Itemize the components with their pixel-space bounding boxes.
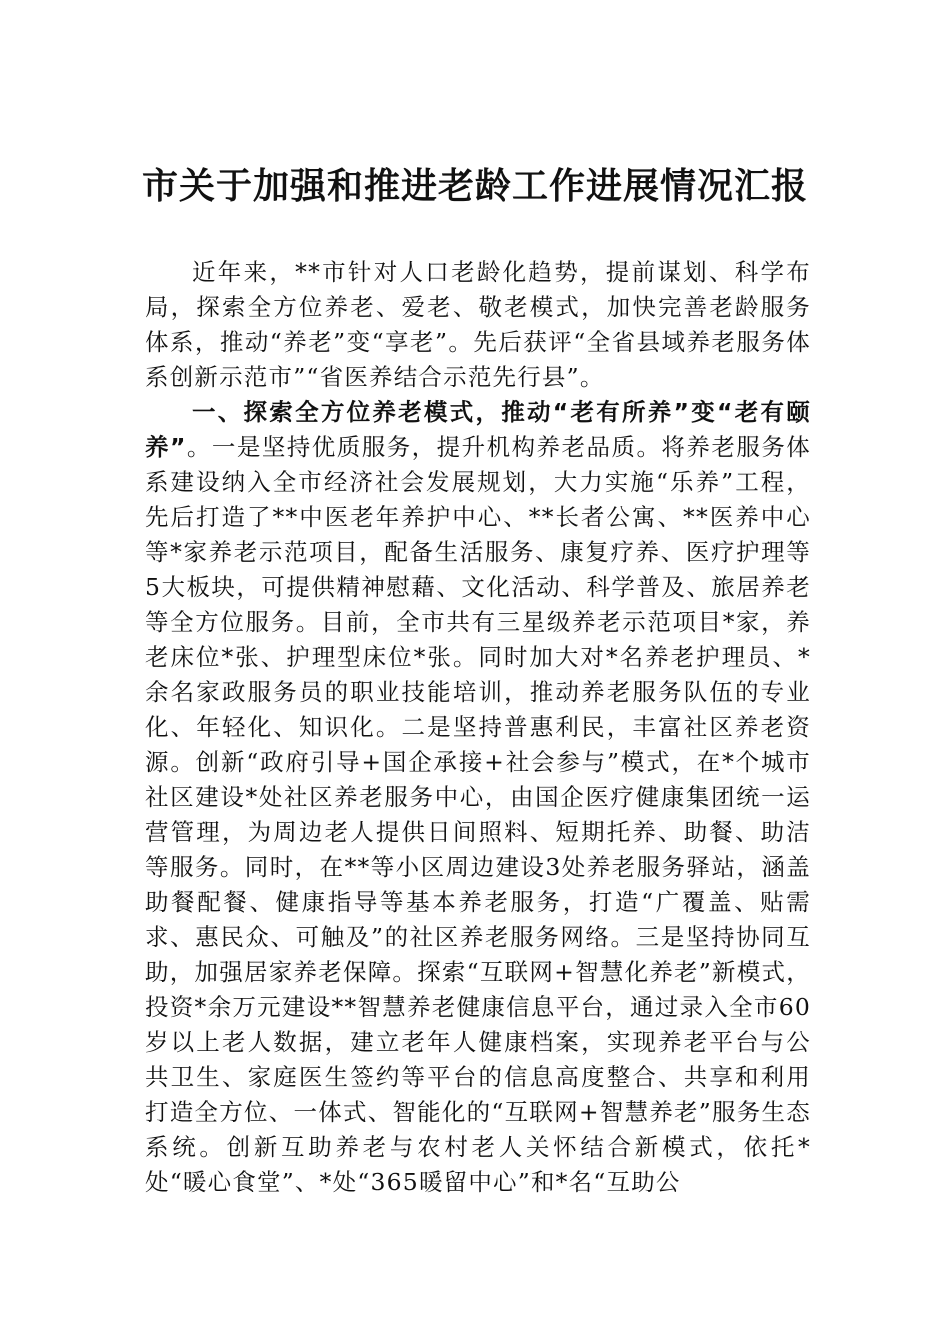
document-body	[145, 255, 811, 1200]
intro-paragraph: 近年来，**市针对人口老龄化趋势，提前谋划、科学布局，探索全方位养老、爱老、敬老模式，加快完善老龄服务体系，推动“养老”变“享老”。先后获评“全省县域养老服务体系创新示范市”“省医养结合示范先行县”。	[145, 258, 811, 391]
section-1-paragraph	[145, 395, 811, 1200]
section-1-heading: 一、探索全方位养老模式，推动“老有所养”变“老有颐养”	[145, 398, 811, 461]
section-1-body: 。一是坚持优质服务，提升机构养老品质。将养老服务体系建设纳入全市经济社会发展规划，大力实施“乐养”工程，先后打造了**中医老年养护中心、**长者公寓、**医养中心等*家养老示范项目，配备生活服务、康复疗养、医疗护理等5大板块，可提供精神慰藉、文化活动、科学普及、旅居养老等全方位服务。目前，全市共有三星级养老示范项目*家，养老床位*张、护理型床位*张。同时加大对*名养老护理员、*余名家政服务员的职业技能培训，推动养老服务队伍的专业化、年轻化、知识化。二是坚持普惠利民，丰富社区养老资源。创新“政府引导+国企承接+社会参与”模式，在*个城市社区建设*处社区养老服务中心，由国企医疗健康集团统一运营管理，为周边老人提供日间照料、短期托养、助餐、助洁等服务。同时，在**等小区周边建设3处养老服务驿站，涵盖助餐配餐、健康指导等基本养老服务，打造“广覆盖、贴需求、惠民众、可触及”的社区养老服务网络。三是坚持协同互助，加强居家养老保障。探索“互联网+智慧化养老”新模式，投资*余万元建设**智慧养老健康信息平台，通过录入全市60岁以上老人数据，建立老年人健康档案，实现养老平台与公共卫生、家庭医生签约等平台的信息高度整合、共享和利用打造全方位、一体式、智能化的“互联网+智慧养老”服务生态系统。创新互助养老与农村老人关怀结合新模式，依托*处“暖心食堂”、*处“365暖留中心”和*名“互助公	[145, 433, 811, 1196]
document-title: 市关于加强和推进老龄工作进展情况汇报	[141, 165, 808, 207]
